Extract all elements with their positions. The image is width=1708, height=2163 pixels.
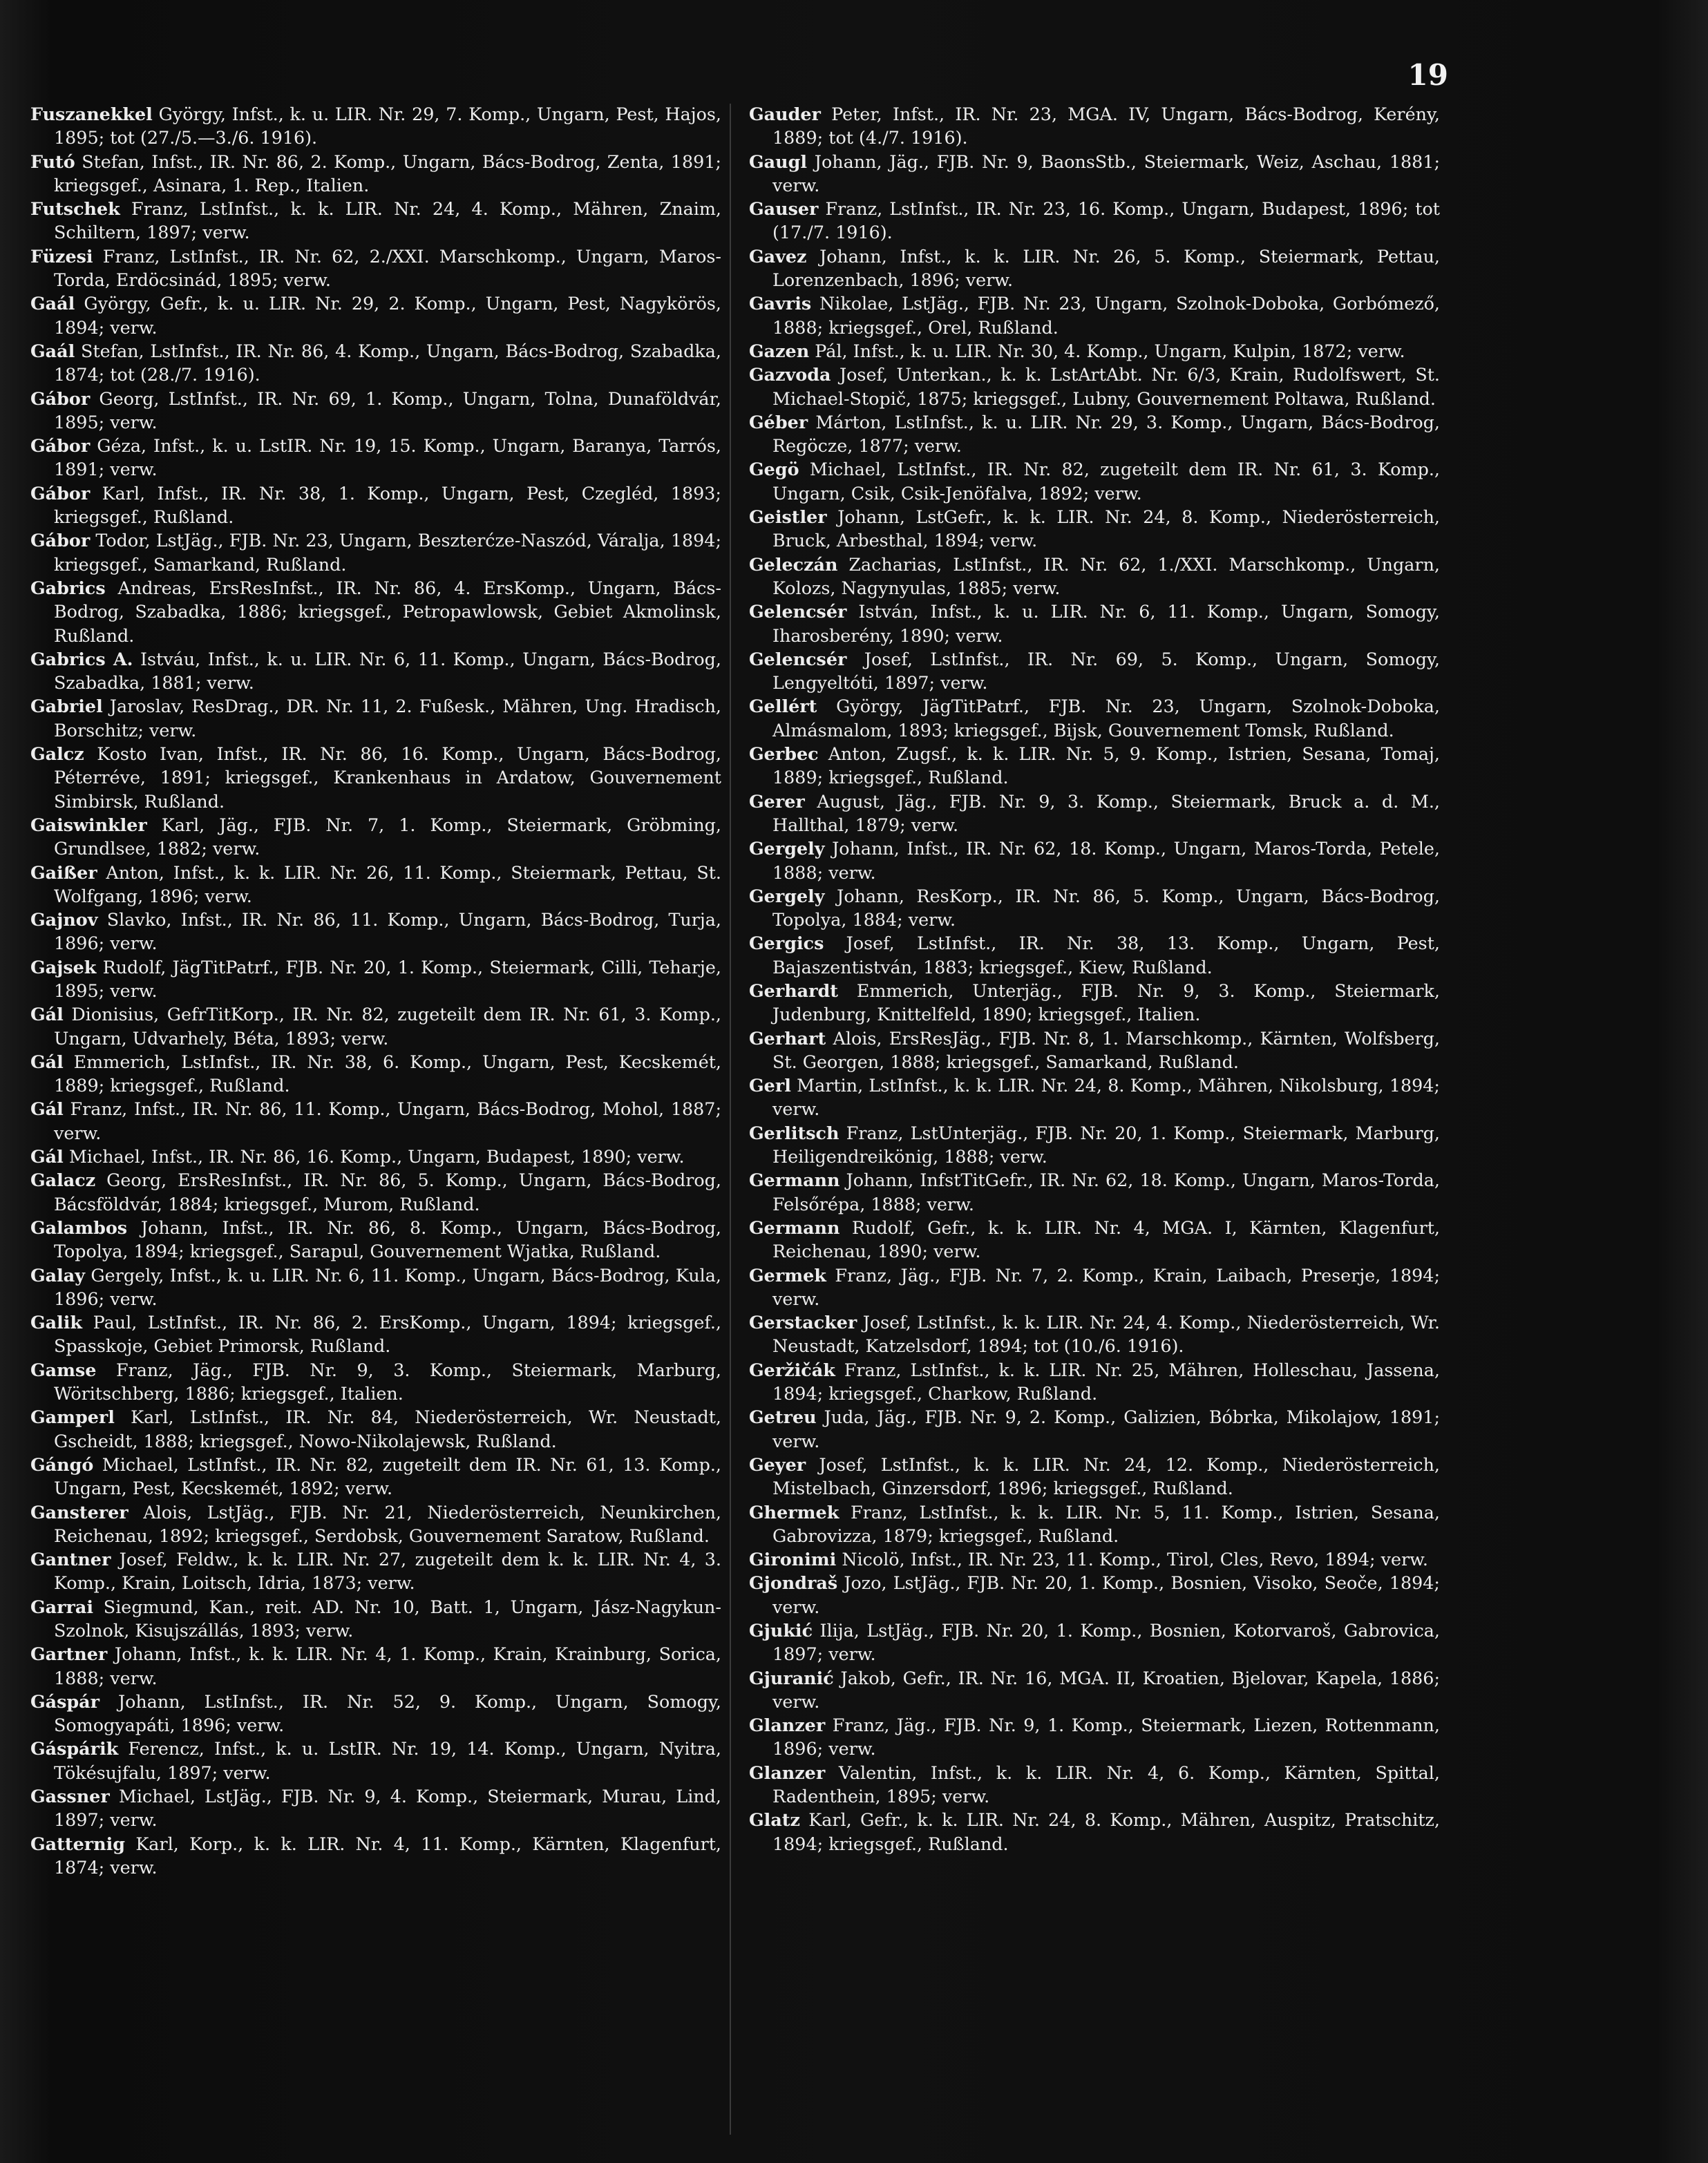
register-entry [30,1453,721,1500]
entry-details: Karl, Korp., k. k. LIR. Nr. 4, 11. Komp., Kärnten, Klagenfurt, 1874; verw. [54,1833,721,1878]
entry-surname: Gatternig [30,1833,125,1854]
register-entry [30,339,721,387]
register-entry [749,1358,1440,1406]
entry-details: Michael, Infst., IR. Nr. 86, 16. Komp., Ungarn, Budapest, 1890; verw. [68,1146,685,1168]
register-entry [30,1311,721,1358]
entry-surname: Gál [30,1004,64,1025]
entry-surname: Gerlitsch [749,1122,839,1143]
register-entry [749,1713,1440,1761]
entry-surname: Gergely [749,838,825,859]
register-entry [749,1405,1440,1453]
register-entry [749,742,1440,790]
register-entry [749,647,1440,695]
entry-details: Géza, Infst., k. u. LstIR. Nr. 19, 15. Komp., Ungarn, Baranya, Tarrós, 1891; verw. [54,435,722,480]
register-entry [30,576,721,647]
entry-surname: Gaál [30,340,75,361]
entry-details: Franz, Jäg., FJB. Nr. 9, 1. Komp., Steiermark, Liezen, Rottenmann, 1896; verw. [772,1715,1440,1760]
right-column [749,102,1440,2153]
register-entry [30,482,721,529]
entry-surname: Glanzer [749,1762,826,1783]
register-entry [749,1311,1440,1358]
entry-surname: Gelencsér [749,648,847,669]
entry-surname: Gerbec [749,743,819,765]
entry-surname: Gerhart [749,1027,826,1049]
entry-surname: Gergics [749,933,824,954]
register-entry [749,1500,1440,1548]
register-entry [749,457,1440,505]
register-entry [30,245,721,292]
left-column [30,102,721,2153]
entry-surname: Gartner [30,1643,108,1665]
entry-surname: Gaugl [749,151,807,172]
entry-details: Johann, LstInfst., IR. Nr. 52, 9. Komp., Ungarn, Somogy, Somogyapáti, 1896; verw. [54,1690,722,1736]
entry-surname: Germek [749,1264,826,1286]
entry-details: Valentin, Infst., k. k. LIR. Nr. 4, 6. Komp., Kärnten, Spittal, Radenthein, 1895; verw. [772,1762,1440,1807]
entry-details: August, Jäg., FJB. Nr. 9, 3. Komp., Steiermark, Bruck a. d. M., Hallthal, 1879; verw. [772,790,1441,835]
entry-details: Jozo, LstJäg., FJB. Nr. 20, 1. Komp., Bosnien, Visoko, Seoče, 1894; verw. [772,1572,1440,1617]
register-entry [30,1002,721,1050]
entry-details: Franz, Jäg., FJB. Nr. 9, 3. Komp., Steiermark, Marburg, Wöritschberg, 1886; kriegsgef., Italien. [54,1359,721,1404]
register-entry [749,1216,1440,1264]
register-entry [749,1453,1440,1500]
entry-surname: Gál [30,1146,64,1168]
entry-surname: Gazen [749,340,810,361]
entry-details: Siegmund, Kan., reit. AD. Nr. 10, Batt. 1, Ungarn, Jász-Nagykun-Szolnok, Kisujszállás, 1893; verw. [54,1596,721,1641]
register-entry [749,931,1440,979]
register-entry [749,102,1440,150]
register-entry [30,647,721,695]
entry-details: Nikolae, LstJäg., FJB. Nr. 23, Ungarn, Szolnok-Doboka, Gorbómező, 1888; kriegsgef., Orel, Rußland. [772,293,1441,338]
entry-details: Anton, Infst., k. k. LIR. Nr. 26, 11. Komp., Steiermark, Pettau, St. Wolfgang, 1896; verw. [54,861,721,906]
entry-details: Johann, Infst., k. k. LIR. Nr. 26, 5. Komp., Steiermark, Pettau, Lorenzenbach, 1896; verw. [772,245,1440,291]
entry-details: Jaroslav, ResDrag., DR. Nr. 11, 2. Fußesk., Mähren, Ung. Hradisch, Borschitz; verw. [54,696,721,741]
register-entry [30,102,721,150]
entry-surname: Gajnov [30,909,98,931]
register-entry [749,292,1440,339]
entry-details: Franz, Infst., IR. Nr. 86, 11. Komp., Ungarn, Bács-Bodrog, Mohol, 1887; verw. [54,1098,721,1143]
entry-surname: Füzesi [30,245,93,267]
register-entry [749,410,1440,458]
register-entry [749,245,1440,292]
register-entry [749,884,1440,932]
entry-details: Andreas, ErsResInfst., IR. Nr. 86, 4. ErsKomp., Ungarn, Bács-Bodrog, Szabadka, 1886; kriegsgef., Petropawlowsk, Gebiet Akmolinsk, Rußland. [54,577,721,646]
entry-surname: Ghermek [749,1501,839,1523]
register-entry [749,150,1440,198]
register-entry [749,1264,1440,1311]
entry-details: Emmerich, LstInfst., IR. Nr. 38, 6. Komp., Ungarn, Pest, Kecskemét, 1889; kriegsgef., Rußland. [54,1051,721,1096]
register-entry [30,434,721,482]
entry-surname: Geyer [749,1454,806,1475]
entry-details: Slavko, Infst., IR. Nr. 86, 11. Komp., Ungarn, Bács-Bodrog, Turja, 1896; verw. [54,909,721,954]
register-entry [749,1547,1440,1571]
register-entry [30,1595,721,1643]
entry-surname: Gjondraš [749,1572,838,1594]
entry-details: Juda, Jäg., FJB. Nr. 9, 2. Komp., Galizien, Bóbrka, Mikolajow, 1891; verw. [772,1407,1441,1451]
register-entry [30,387,721,435]
entry-details: Peter, Infst., IR. Nr. 23, MGA. IV, Ungarn, Bács-Bodrog, Kerény, 1889; tot (4./7. 1916). [772,104,1440,149]
register-entry [30,1145,721,1168]
entry-details: Gergely, Infst., k. u. LIR. Nr. 6, 11. Komp., Ungarn, Bács-Bodrog, Kula, 1896; verw. [54,1264,722,1309]
register-entry [30,1737,721,1784]
register-entry [749,197,1440,245]
entry-surname: Gauser [749,198,819,220]
entry-surname: Gjuranić [749,1667,834,1688]
register-entry [30,292,721,339]
register-entry [749,505,1440,553]
register-entry [749,790,1440,837]
entry-details: Emmerich, Unterjäg., FJB. Nr. 9, 3. Komp., Steiermark, Judenburg, Knittelfeld, 1890; kriegsgef., Italien. [772,980,1440,1025]
entry-details: György, Infst., k. u. LIR. Nr. 29, 7. Komp., Ungarn, Pest, Hajos, 1895; tot (27./5.—3./6. 1916). [54,104,721,149]
entry-surname: Galambos [30,1217,128,1238]
entry-surname: Gassner [30,1786,110,1807]
register-entry [749,600,1440,647]
entry-details: Michael, LstInfst., IR. Nr. 82, zugeteilt dem IR. Nr. 61, 3. Komp., Ungarn, Csik, Csik-Jenöfalva, 1892; verw. [772,459,1440,504]
entry-surname: Gironimi [749,1549,837,1570]
entry-surname: Gábor [30,482,91,504]
entry-details: Dionisius, GefrTitKorp., IR. Nr. 82, zugeteilt dem IR. Nr. 61, 3. Komp., Ungarn, Udvarhely, Béta, 1893; verw. [54,1004,722,1049]
entry-details: Franz, LstInfst., k. k. LIR. Nr. 25, Mähren, Holleschau, Jassena, 1894; kriegsgef., Charkow, Rußland. [772,1359,1440,1404]
register-entry [749,553,1440,600]
register-entry [30,813,721,861]
register-entry [30,908,721,955]
entry-surname: Futó [30,151,75,172]
entry-surname: Gáspár [30,1690,100,1712]
entry-surname: Gaißer [30,861,97,883]
register-entry [30,1784,721,1832]
entry-surname: Galacz [30,1170,96,1191]
entry-surname: Garrai [30,1596,93,1617]
entry-details: Rudolf, Gefr., k. k. LIR. Nr. 4, MGA. I, Kärnten, Klagenfurt, Reichenau, 1890; verw. [772,1217,1440,1262]
entry-details: Johann, Infst., IR. Nr. 62, 18. Komp., Ungarn, Maros-Torda, Petele, 1888; verw. [772,838,1440,883]
entry-details: Karl, LstInfst., IR. Nr. 84, Niederösterreich, Wr. Neustadt, Gscheidt, 1888; kriegsgef., Nowo-Nikolajewsk, Rußland. [54,1407,721,1451]
entry-details: Paul, LstInfst., IR. Nr. 86, 2. ErsKomp., Ungarn, 1894; kriegsgef., Spasskoje, Gebiet Primorsk, Rußland. [54,1312,721,1357]
entry-surname: Galik [30,1312,83,1333]
register-entry [749,363,1440,410]
entry-details: Ilija, LstJäg., FJB. Nr. 20, 1. Komp., Bosnien, Kotorvaroš, Gabrovica, 1897; verw. [772,1620,1441,1665]
entry-surname: Gábor [30,388,91,409]
entry-details: György, Gefr., k. u. LIR. Nr. 29, 2. Komp., Ungarn, Pest, Nagykörös, 1894; verw. [54,293,721,338]
entry-details: Josef, Unterkan., k. k. LstArtAbt. Nr. 6/3, Krain, Rudolfswert, St. Michael-Stopič, 1875; kriegsgef., Lubny, Gouvernement Poltawa, Rußland. [772,364,1440,409]
register-entry [749,1666,1440,1714]
register-entry [749,339,1440,363]
entry-details: Michael, LstInfst., IR. Nr. 82, zugeteilt dem IR. Nr. 61, 13. Komp., Ungarn, Pest, Kecskemét, 1892; verw. [54,1454,721,1499]
entry-details: Georg, ErsResInfst., IR. Nr. 86, 5. Komp., Ungarn, Bács-Bodrog, Bácsföldvár, 1884; kriegsgef., Murom, Rußland. [54,1170,721,1214]
page-number: 19 [1407,58,1448,92]
entry-details: Josef, LstInfst., k. k. LIR. Nr. 24, 12. Komp., Niederösterreich, Mistelbach, Ginzersdorf, 1896; kriegsgef., Rußland. [772,1454,1441,1499]
entry-details: Johann, Jäg., FJB. Nr. 9, BaonsStb., Steiermark, Weiz, Aschau, 1881; verw. [772,151,1441,196]
register-entry [30,528,721,576]
entry-surname: Gerstacker [749,1312,857,1333]
entry-surname: Geistler [749,506,827,528]
register-entry [749,1168,1440,1216]
entry-surname: Gjukić [749,1620,813,1641]
register-entry [749,1074,1440,1121]
entry-surname: Geržičák [749,1359,835,1380]
register-entry [30,1264,721,1311]
entry-surname: Gábor [30,435,91,457]
entry-surname: Gáspárik [30,1738,119,1760]
entry-details: Josef, Feldw., k. k. LIR. Nr. 27, zugeteilt dem k. k. LIR. Nr. 4, 3. Komp., Krain, Loitsch, Idria, 1873; verw. [54,1549,721,1594]
entry-details: Stefan, Infst., IR. Nr. 86, 2. Komp., Ungarn, Bács-Bodrog, Zenta, 1891; kriegsgef., Asinara, 1. Rep., Italien. [54,151,721,196]
entry-details: Karl, Gefr., k. k. LIR. Nr. 24, 8. Komp., Mähren, Auspitz, Pratschitz, 1894; kriegsgef., Rußland. [772,1809,1440,1854]
entry-surname: Gángó [30,1454,94,1475]
register-entry [30,150,721,198]
entry-surname: Gamse [30,1359,97,1380]
register-entry [30,1500,721,1548]
entry-surname: Gál [30,1098,64,1120]
entry-surname: Gerhardt [749,980,838,1001]
register-entry [30,1405,721,1453]
entry-details: Zacharias, LstInfst., IR. Nr. 62, 1./XXI. Marschkomp., Ungarn, Kolozs, Nagynyulas, 1885; verw. [772,553,1440,598]
entry-details: Istváu, Infst., k. u. LIR. Nr. 6, 11. Komp., Ungarn, Bács-Bodrog, Szabadka, 1881; verw. [54,648,721,694]
entry-details: Jakob, Gefr., IR. Nr. 16, MGA. II, Kroatien, Bjelovar, Kapela, 1886; verw. [772,1667,1440,1712]
entry-surname: Gaiswinkler [30,814,147,835]
entry-surname: Gegö [749,459,799,480]
entry-details: Johann, InfstTitGefr., IR. Nr. 62, 18. Komp., Ungarn, Maros-Torda, Felsőrépa, 1888; verw. [772,1170,1440,1214]
entry-details: Michael, LstJäg., FJB. Nr. 9, 4. Komp., Steiermark, Murau, Lind, 1897; verw. [54,1786,721,1831]
entry-details: Márton, LstInfst., k. u. LIR. Nr. 29, 3. Komp., Ungarn, Bács-Bodrog, Regöcze, 1877; verw. [772,411,1441,457]
entry-details: Franz, LstUnterjäg., FJB. Nr. 20, 1. Komp., Steiermark, Marburg, Heiligendreikönig, 1888; verw. [772,1122,1440,1168]
register-entry [30,1690,721,1737]
register-entry [30,742,721,813]
register-entry [749,1571,1440,1619]
register-entry [30,694,721,742]
entry-surname: Gabrics A. [30,648,133,669]
entry-surname: Glanzer [749,1715,826,1736]
entry-surname: Gavris [749,293,812,314]
entry-surname: Gál [30,1051,64,1072]
entry-details: Johann, LstGefr., k. k. LIR. Nr. 24, 8. Komp., Niederösterreich, Bruck, Arbesthal, 1894; verw. [772,506,1440,551]
entry-surname: Futschek [30,198,120,220]
entry-surname: Gavez [749,245,807,267]
register-entry [749,1808,1440,1856]
register-entry [30,197,721,245]
entry-surname: Galcz [30,743,84,765]
entry-details: Johann, Infst., k. k. LIR. Nr. 4, 1. Komp., Krain, Krainburg, Sorica, 1888; verw. [54,1643,721,1688]
entry-surname: Glatz [749,1809,800,1831]
entry-surname: Gansterer [30,1501,129,1523]
register-entry [749,694,1440,742]
register-entry [749,1619,1440,1666]
register-entry [30,1216,721,1264]
entry-surname: Fuszanekkel [30,104,153,124]
entry-details: Stefan, LstInfst., IR. Nr. 86, 4. Komp., Ungarn, Bács-Bodrog, Szabadka, 1874; tot (28./7. 1916). [54,340,721,385]
register-entry [30,1097,721,1145]
register-entry [30,1642,721,1690]
entry-details: Franz, Jäg., FJB. Nr. 7, 2. Komp., Krain, Laibach, Preserje, 1894; verw. [772,1264,1440,1309]
entry-details: Franz, LstInfst., k. k. LIR. Nr. 5, 11. Komp., Istrien, Sesana, Gabrovizza, 1879; kriegsgef., Rußland. [772,1501,1440,1546]
entry-surname: Gellért [749,696,817,717]
entry-surname: Germann [749,1170,840,1191]
entry-details: Anton, Zugsf., k. k. LIR. Nr. 5, 9. Komp., Istrien, Sesana, Tomaj, 1889; kriegsgef., Rußland. [772,743,1440,788]
entry-surname: Gauder [749,104,821,124]
entry-details: Pál, Infst., k. u. LIR. Nr. 30, 4. Komp., Ungarn, Kulpin, 1872; verw. [815,340,1405,361]
entry-details: Johann, Infst., IR. Nr. 86, 8. Komp., Ungarn, Bács-Bodrog, Topolya, 1894; kriegsgef., Sarapul, Gouvernement Wjatka, Rußland. [54,1217,722,1262]
entry-details: Rudolf, JägTitPatrf., FJB. Nr. 20, 1. Komp., Steiermark, Cilli, Teharje, 1895; verw. [54,956,721,1001]
entry-surname: Gabriel [30,696,103,717]
entry-details: Franz, LstInfst., IR. Nr. 23, 16. Komp., Ungarn, Budapest, 1896; tot (17./7. 1916). [772,198,1440,243]
register-entry [749,1121,1440,1169]
entry-details: Franz, LstInfst., IR. Nr. 62, 2./XXI. Marschkomp., Ungarn, Maros-Torda, Erdöcsinád, 1895; verw. [54,245,721,291]
entry-surname: Gaál [30,293,75,314]
entry-details: Josef, LstInfst., IR. Nr. 38, 13. Komp., Ungarn, Pest, Bajaszentistván, 1883; kriegsgef., Kiew, Rußland. [772,933,1440,978]
entry-surname: Getreu [749,1407,817,1428]
entry-surname: Geleczán [749,553,838,575]
register-entry [30,1168,721,1216]
entry-details: István, Infst., k. u. LIR. Nr. 6, 11. Komp., Ungarn, Somogy, Iharosberény, 1890; verw. [772,601,1440,646]
entry-details: Alois, ErsResJäg., FJB. Nr. 8, 1. Marschkomp., Kärnten, Wolfsberg, St. Georgen, 1888; kriegsgef., Samarkand, Rußland. [772,1027,1440,1072]
register-entry [749,1027,1440,1074]
entry-details: Josef, LstInfst., k. k. LIR. Nr. 24, 4. Komp., Niederösterreich, Wr. Neustadt, Katzelsdorf, 1894; tot (10./6. 1916). [772,1312,1440,1357]
register-entry [30,955,721,1003]
register-entry [749,837,1440,884]
entry-details: Karl, Infst., IR. Nr. 38, 1. Komp., Ungarn, Pest, Czegléd, 1893; kriegsgef., Rußland. [54,482,721,528]
entry-surname: Gajsek [30,956,97,978]
entry-details: Nicolö, Infst., IR. Nr. 23, 11. Komp., Tirol, Cles, Revo, 1894; verw. [842,1549,1428,1570]
entry-surname: Gerer [749,790,805,812]
register-entry [30,1547,721,1595]
register-entry [749,1761,1440,1809]
entry-surname: Gazvoda [749,364,831,385]
entry-surname: Germann [749,1217,840,1238]
register-entry [749,979,1440,1027]
entry-details: Kosto Ivan, Infst., IR. Nr. 86, 16. Komp., Ungarn, Bács-Bodrog, Péterréve, 1891; kriegsgef., Krankenhaus in Ardatow, Gouvernement Simbirsk, Rußland. [54,743,721,812]
entry-surname: Géber [749,411,808,432]
entry-details: Karl, Jäg., FJB. Nr. 7, 1. Komp., Steiermark, Gröbming, Grundlsee, 1882; verw. [54,814,721,859]
entry-details: György, JägTitPatrf., FJB. Nr. 23, Ungarn, Szolnok-Doboka, Almásmalom, 1893; kriegsgef., Bijsk, Gouvernement Tomsk, Rußland. [772,696,1440,741]
entry-surname: Gergely [749,885,825,906]
entry-surname: Gantner [30,1549,111,1570]
entry-surname: Gerl [749,1075,791,1096]
column-divider [730,104,731,2135]
entry-details: Alois, LstJäg., FJB. Nr. 21, Niederösterreich, Neunkirchen, Reichenau, 1892; kriegsgef., Serdobsk, Gouvernement Saratow, Rußland. [54,1501,721,1546]
entry-surname: Gábor [30,530,91,551]
entry-surname: Gelencsér [749,601,847,622]
entry-details: Franz, LstInfst., k. k. LIR. Nr. 24, 4. Komp., Mähren, Znaim, Schiltern, 1897; verw. [54,198,721,243]
register-entry [30,1358,721,1406]
register-entry [30,861,721,908]
entry-details: Josef, LstInfst., IR. Nr. 69, 5. Komp., Ungarn, Somogy, Lengyeltóti, 1897; verw. [772,648,1440,694]
entry-details: Martin, LstInfst., k. k. LIR. Nr. 24, 8. Komp., Mähren, Nikolsburg, 1894; verw. [772,1075,1440,1120]
register-entry [30,1050,721,1098]
entry-details: Ferencz, Infst., k. u. LstIR. Nr. 19, 14. Komp., Ungarn, Nyitra, Tökésujfalu, 1897; verw. [54,1738,722,1783]
entry-details: Johann, ResKorp., IR. Nr. 86, 5. Komp., Ungarn, Bács-Bodrog, Topolya, 1884; verw. [772,885,1441,931]
entry-surname: Gabrics [30,577,106,598]
entry-surname: Gamperl [30,1407,115,1428]
entry-details: Georg, LstInfst., IR. Nr. 69, 1. Komp., Ungarn, Tolna, Dunaföldvár, 1895; verw. [54,388,721,432]
entry-surname: Galay [30,1264,85,1286]
entry-details: Todor, LstJäg., FJB. Nr. 23, Ungarn, Beszterćze-Naszód, Váralja, 1894; kriegsgef., Samarkand, Rußland. [54,530,722,575]
register-entry [30,1832,721,1880]
